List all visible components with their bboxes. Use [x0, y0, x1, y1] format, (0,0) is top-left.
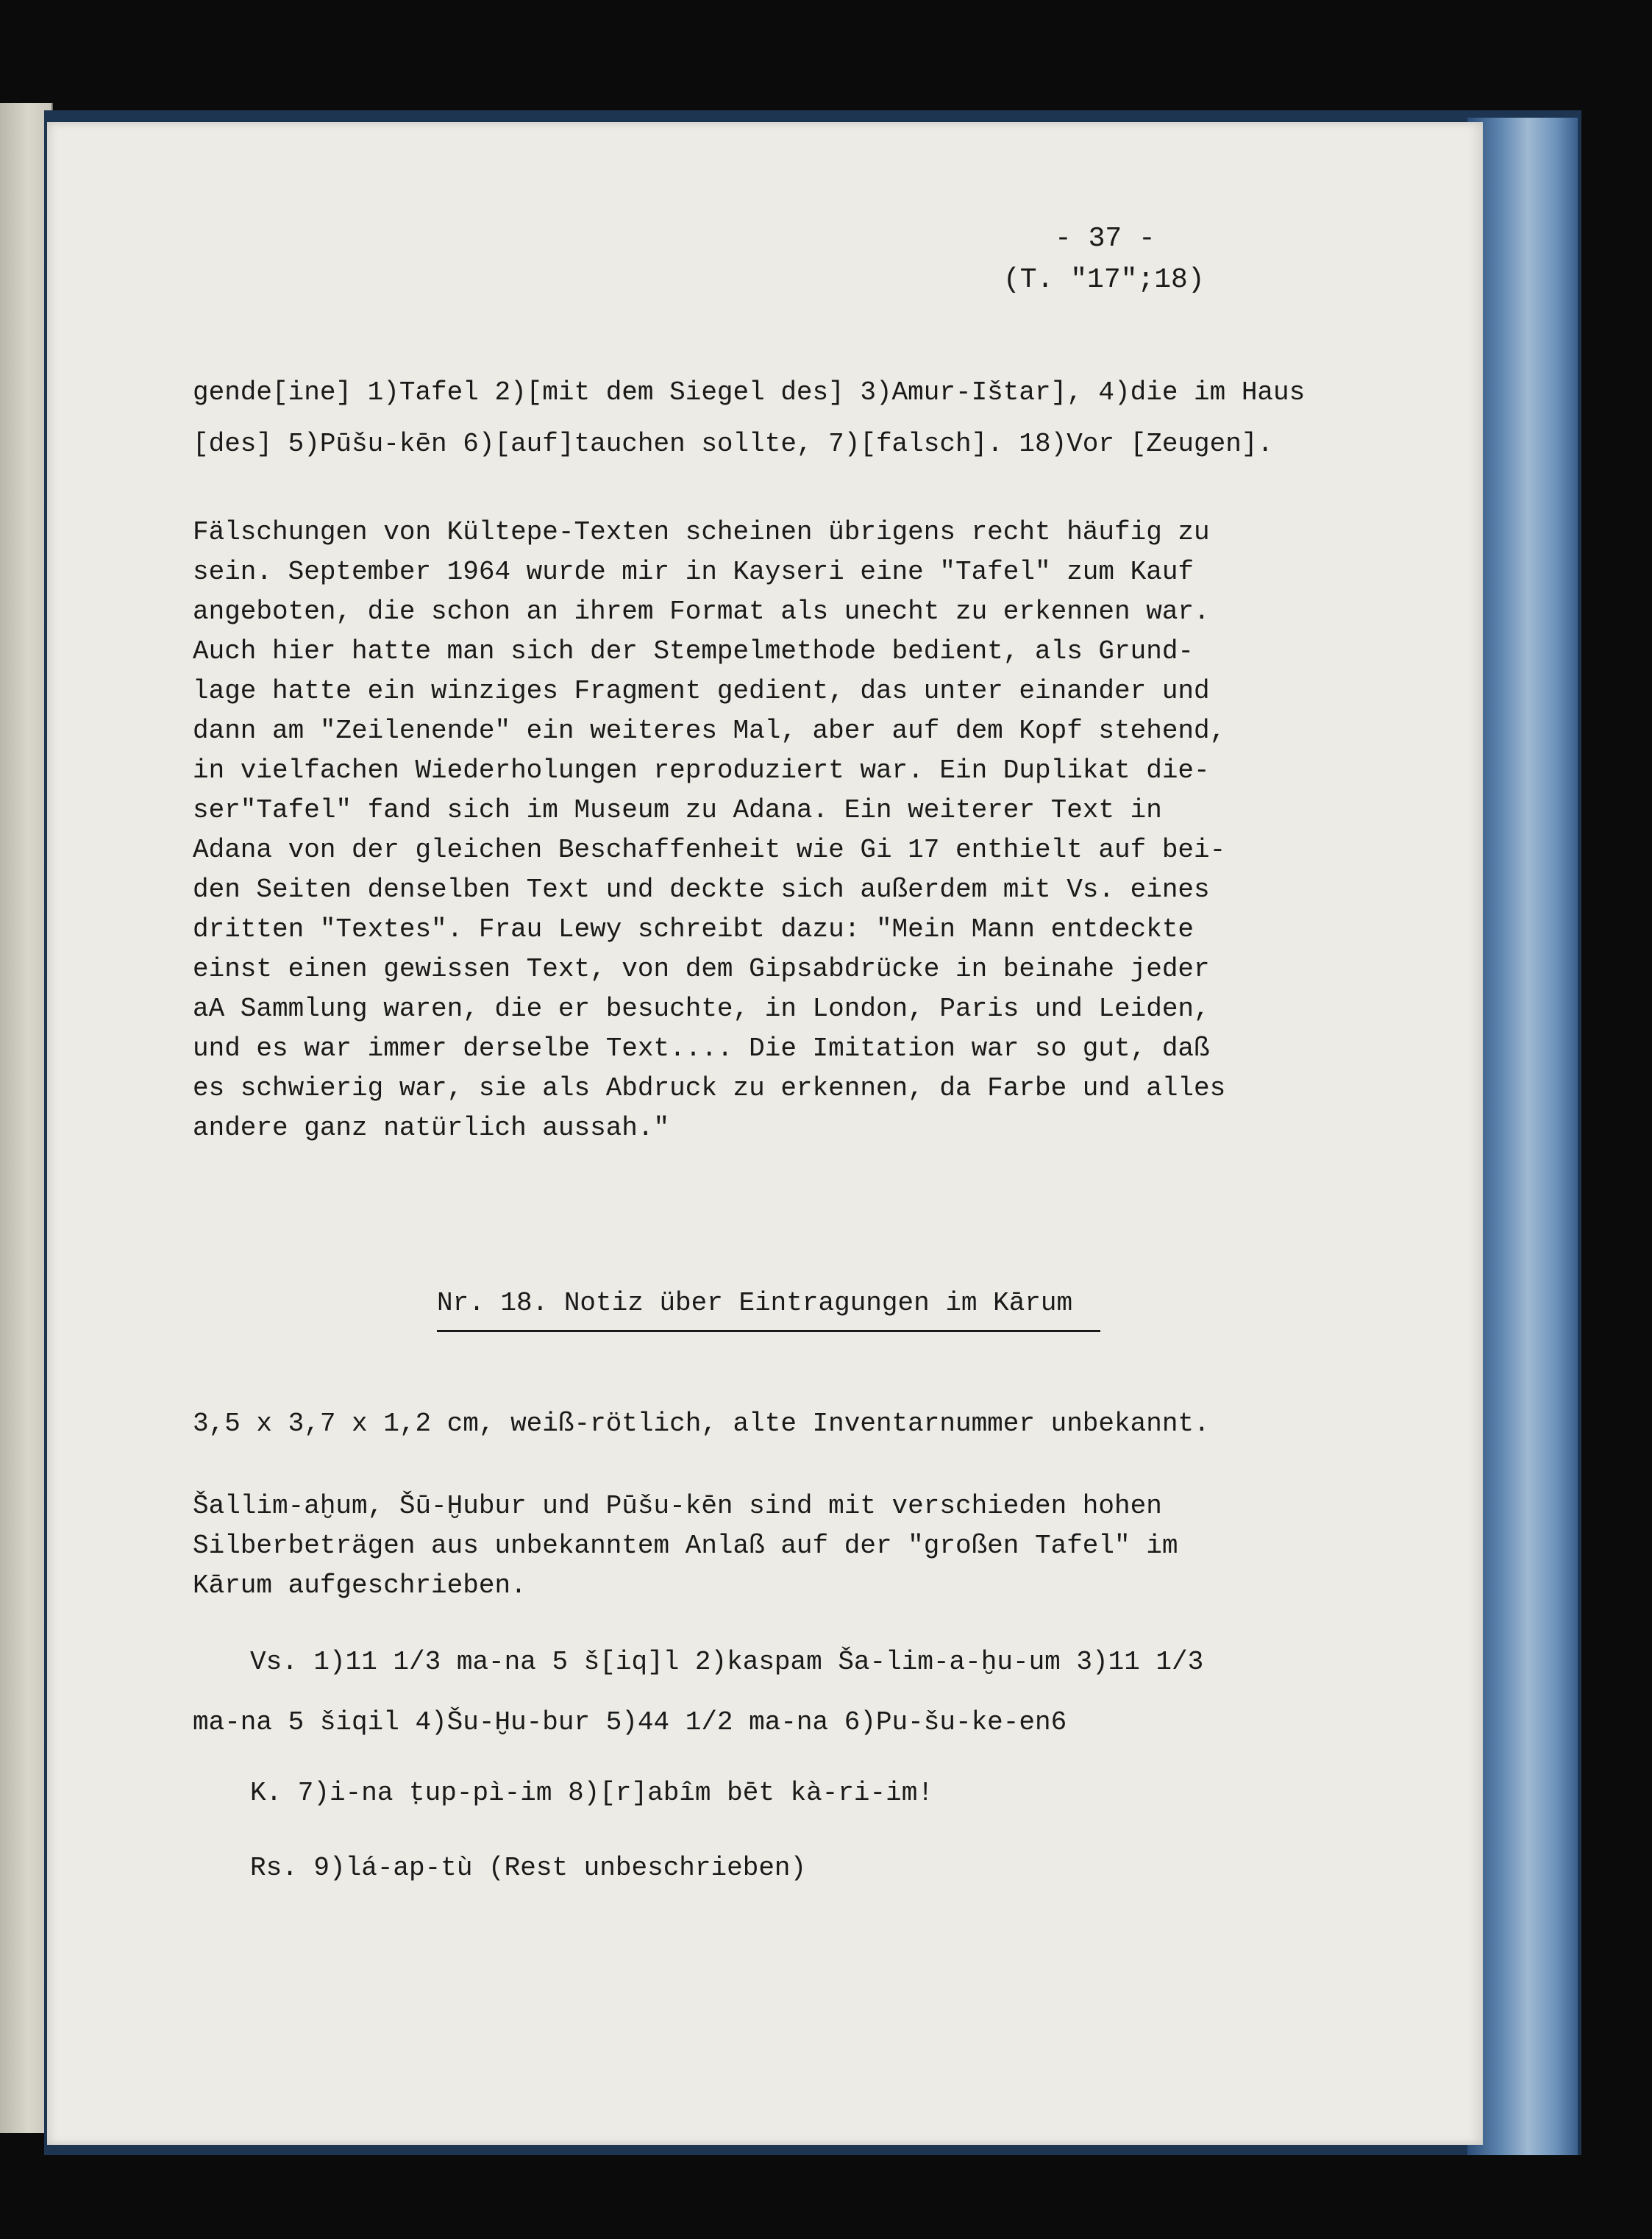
page-number: - 37 - — [1055, 223, 1156, 254]
section-heading: Nr. 18. Notiz über Eintragungen im Kārum — [437, 1288, 1073, 1318]
transliteration-obverse-2: ma-na 5 šiqil 4)Šu-Ḫu-bur 5)44 1/2 ma-na 6)Pu-šu-ke-en6 — [193, 1707, 1067, 1737]
body-line: Auch hier hatte man sich der Stempelmethode bedient, als Grund- — [193, 636, 1195, 666]
transliteration-obverse-1: Vs. 1)11 1/3 ma-na 5 š[iq]l 2)kaspam Ša-lim-a-ḫu-um 3)11 1/3 — [250, 1647, 1204, 1677]
body-line: dann am "Zeilenende" ein weiteres Mal, aber auf dem Kopf stehend, — [193, 716, 1226, 746]
body-line: andere ganz natürlich aussah." — [193, 1113, 670, 1143]
document-page — [47, 122, 1483, 2145]
summary-line: Kārum aufgeschrieben. — [193, 1570, 527, 1601]
body-line: angeboten, die schon an ihrem Format als unecht zu erkennen war. — [193, 597, 1210, 627]
body-line: aA Sammlung waren, die er besuchte, in London, Paris und Leiden, — [193, 994, 1210, 1024]
body-line: Fälschungen von Kültepe-Texten scheinen übrigens recht häufig zu — [193, 517, 1210, 547]
summary-line: Šallim-aḫum, Šū-Ḫubur und Pūšu-kēn sind mit verschieden hohen — [193, 1491, 1162, 1521]
body-line: sein. September 1964 wurde mir in Kayseri eine "Tafel" zum Kauf — [193, 557, 1195, 587]
body-line: in vielfachen Wiederholungen reproduziert war. Ein Duplikat die- — [193, 755, 1210, 786]
body-line: dritten "Textes". Frau Lewy schreibt dazu: "Mein Mann entdeckte — [193, 914, 1195, 944]
transliteration-edge: K. 7)i-na ṭup-pì-im 8)[r]abîm bēt kà-ri-im! — [250, 1778, 933, 1808]
heading-underline — [437, 1330, 1100, 1332]
body-line: lage hatte ein winziges Fragment gedient, das unter einander und — [193, 676, 1210, 706]
intro-line-1: gende[ine] 1)Tafel 2)[mit dem Siegel des] 3)Amur-Ištar], 4)die im Haus — [193, 377, 1306, 407]
body-line: Adana von der gleichen Beschaffenheit wie Gi 17 enthielt auf bei- — [193, 835, 1226, 865]
book-cover-edge — [1467, 118, 1578, 2155]
body-line: ser"Tafel" fand sich im Museum zu Adana. Ein weiterer Text in — [193, 795, 1162, 825]
intro-line-2: [des] 5)Pūšu-kēn 6)[auf]tauchen sollte, 7)[falsch]. 18)Vor [Zeugen]. — [193, 429, 1274, 459]
body-line: und es war immer derselbe Text.... Die Imitation war so gut, daß — [193, 1033, 1210, 1064]
body-line: den Seiten denselben Text und deckte sich außerdem mit Vs. eines — [193, 875, 1210, 905]
transliteration-reverse: Rs. 9)lá-ap-tù (Rest unbeschrieben) — [250, 1853, 807, 1883]
page-reference: (T. "17";18) — [1003, 264, 1205, 296]
body-line: einst einen gewissen Text, von dem Gipsabdrücke in beinahe jeder — [193, 954, 1210, 984]
dimensions-line: 3,5 x 3,7 x 1,2 cm, weiß-rötlich, alte Inventarnummer unbekannt. — [193, 1409, 1210, 1439]
body-line: es schwierig war, sie als Abdruck zu erkennen, da Farbe und alles — [193, 1073, 1226, 1103]
summary-line: Silberbeträgen aus unbekanntem Anlaß auf der "großen Tafel" im — [193, 1531, 1178, 1561]
